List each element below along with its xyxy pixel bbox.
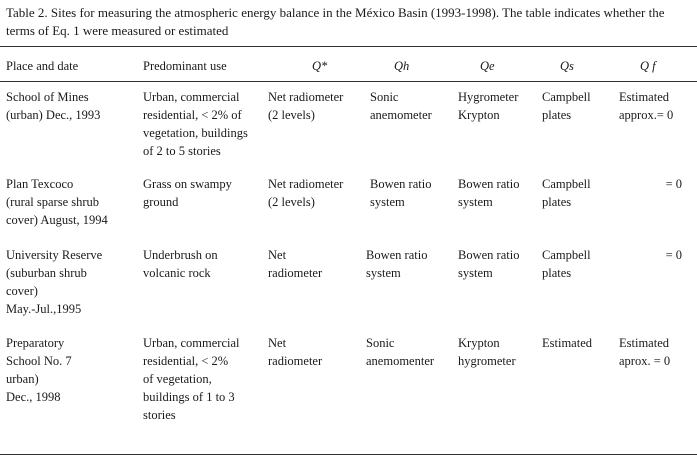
table-bottom-rule [0,454,697,455]
row-plan-texcoco-qe: Bowen ratio system [458,177,520,209]
header-use: Predominant use [143,59,227,73]
row-preparatory-school-place: Preparatory School No. 7 urban) Dec., 1998 [6,336,72,404]
header-qstar: Q* [312,59,328,73]
row-school-of-mines-qh: Sonic anemometer [370,90,432,122]
row-preparatory-school-qh: Sonic anemomenter [366,336,435,368]
row-preparatory-school-qstar: Net radiometer [268,336,323,368]
header-qe: Qe [480,59,495,73]
row-school-of-mines-qe: Hygrometer Krypton [458,90,519,122]
row-school-of-mines-place: School of Mines (urban) Dec., 1993 [6,90,101,122]
row-university-reserve-qs: Campbell plates [542,248,591,280]
row-plan-texcoco-qf: = 0 [665,177,682,191]
row-preparatory-school-qe: Krypton hygrometer [458,336,516,368]
row-plan-texcoco-use: Grass on swampy ground [143,177,232,209]
row-plan-texcoco-qh: Bowen ratio system [370,177,432,209]
row-preparatory-school-qf: Estimated aprox. = 0 [619,336,671,368]
row-university-reserve-qstar: Net radiometer [268,248,323,280]
header-place: Place and date [6,59,79,73]
row-university-reserve-qh: Bowen ratio system [366,248,428,280]
row-school-of-mines-qstar: Net radiometer (2 levels) [268,90,344,122]
row-preparatory-school-use: Urban, commercial residential, < 2% of vegetation, buildings of 1 to 3 stories [143,336,240,422]
row-university-reserve-qe: Bowen ratio system [458,248,520,280]
row-school-of-mines-qs: Campbell plates [542,90,591,122]
table-caption: Table 2. Sites for measuring the atmospheric energy balance in the México Basin (1993-1998). The table indicates whether the terms of Eq. 1 were measured or estimated [6,5,665,38]
row-university-reserve-place: University Reserve (suburban shrub cover) May.-Jul.,1995 [6,248,103,316]
row-preparatory-school-qs: Estimated [542,336,592,350]
row-university-reserve-qf: = 0 [665,248,682,262]
header-qf: Q f [640,59,656,73]
header-qh: Qh [394,59,410,73]
row-plan-texcoco-qs: Campbell plates [542,177,591,209]
header-qs: Qs [560,59,574,73]
table-top-rule [0,46,697,47]
row-plan-texcoco-place: Plan Texcoco (rural sparse shrub cover) August, 1994 [6,177,108,227]
row-school-of-mines-qf: Estimated approx.= 0 [619,90,674,122]
row-school-of-mines-use: Urban, commercial residential, < 2% of vegetation, buildings of 2 to 5 stories [143,90,248,158]
table-header-rule [0,81,697,82]
row-university-reserve-use: Underbrush on volcanic rock [143,248,218,280]
row-plan-texcoco-qstar: Net radiometer (2 levels) [268,177,344,209]
